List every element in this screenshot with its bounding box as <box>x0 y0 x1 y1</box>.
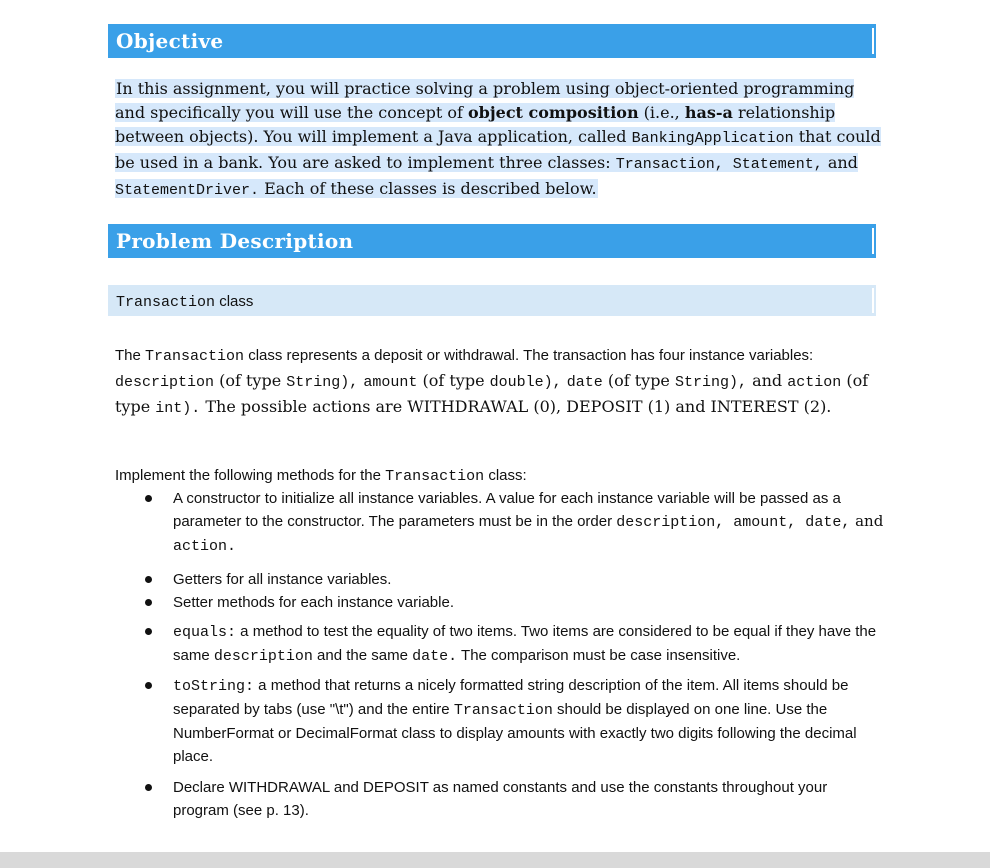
bullet-icon <box>145 784 152 791</box>
heading-edge <box>872 228 874 254</box>
bullet-icon <box>145 495 152 502</box>
transaction-class-subheading: Transaction class <box>108 285 876 316</box>
bullet-icon <box>145 576 152 583</box>
page-bottom-divider <box>0 852 990 868</box>
list-item: Declare WITHDRAWAL and DEPOSIT as named constants and use the constants throughout your program (see p. 13). <box>142 776 887 822</box>
heading-edge <box>872 28 874 54</box>
objective-paragraph: In this assignment, you will practice solving a problem using object-oriented programming and specifically you will use the concept of object composition (i.e., has-a relationship between objects). You will implement a Java application, called BankingApplication that could be used in a bank. You are asked to implement three classes: Transaction, Statement, and StatementDriver. Each of these classes is described below. <box>115 79 881 199</box>
list-item: toString: a method that returns a nicely formatted string description of the item. All items should be separated by tabs (use "\t") and the entire Transaction should be displayed on one line. Use the NumberFormat or DecimalFormat class to display amounts with exactly two digits following the decimal place. <box>142 674 887 768</box>
list-item: Setter methods for each instance variable. <box>142 591 887 614</box>
objective-heading: Objective <box>108 24 876 58</box>
list-item: Getters for all instance variables. <box>142 568 887 591</box>
bullet-icon <box>145 682 152 689</box>
bullet-icon <box>145 628 152 635</box>
bullet-icon <box>145 599 152 606</box>
problem-description-heading: Problem Description <box>108 224 876 258</box>
subheading-edge <box>872 288 874 313</box>
transaction-description-paragraph: The Transaction class represents a deposit or withdrawal. The transaction has four instance variables: description (of type String), amount (of type double), date (of type String), and action (of type int). The possible actions are WITHDRAWAL (0), DEPOSIT (1) and INTEREST (2). <box>115 347 869 417</box>
methods-intro: Implement the following methods for the Transaction class: <box>115 467 527 485</box>
list-item: equals: a method to test the equality of two items. Two items are considered to be equal if they have the same description and the same date. The comparison must be case insensitive. <box>142 620 887 668</box>
methods-list <box>142 487 887 822</box>
list-item: A constructor to initialize all instance variables. A value for each instance variable will be passed as a parameter to the constructor. The parameters must be in the order description, amount, date, and action. <box>142 487 887 562</box>
